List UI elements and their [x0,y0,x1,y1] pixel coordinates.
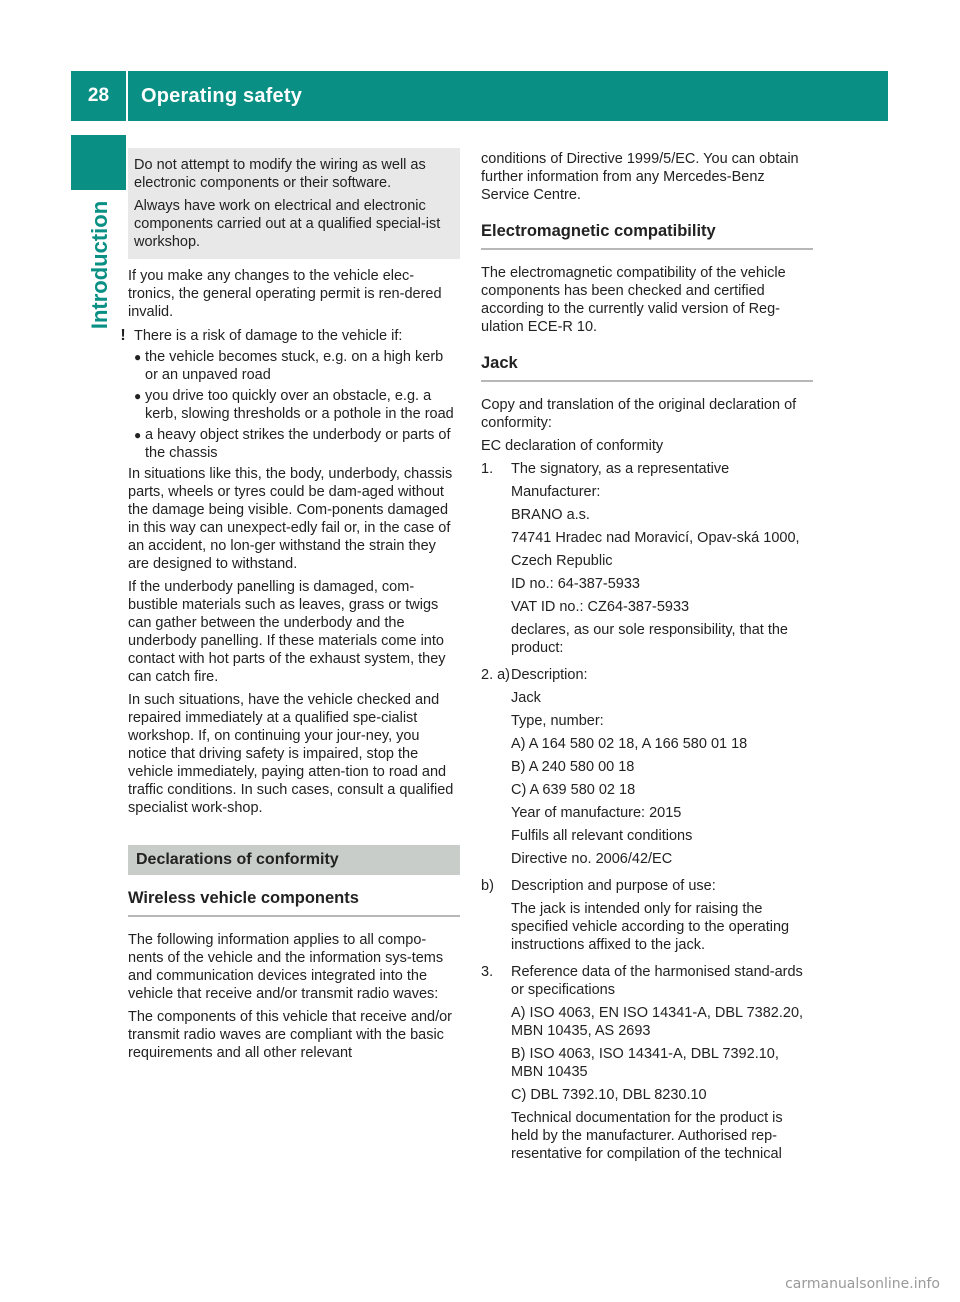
bullet-list [128,348,460,462]
numbered-item [481,877,813,959]
item-line: Reference data of the harmonised stand-ards or specifications [511,964,803,998]
item-body [511,460,813,662]
numbered-item [481,963,813,1168]
item-line: A) ISO 4063, EN ISO 14341-A, DBL 7382.20, MBN 10435, AS 2693 [511,1005,804,1039]
subsection-heading: Wireless vehicle components [128,889,460,917]
section-heading: Declarations of conformity [128,845,460,875]
item-line: The signatory, as a representative [511,461,730,477]
item-label: b) [481,878,494,894]
item-line: BRANO a.s. [511,507,590,523]
list-item [128,348,460,384]
note-box [128,148,460,259]
warning-icon: ! [120,327,126,344]
paragraph: The electromagnetic compatibility of the vehicle components has been checked and certified according to the currently valid version of Reg-ulation ECE-R 10. [481,265,786,335]
list-item-text: the vehicle becomes stuck, e.g. on a high kerb or an unpaved road [145,349,444,383]
item-line: Type, number: [511,713,604,729]
note-paragraph: Do not attempt to modify the wiring as well as electronic components or their software. [134,157,426,191]
paragraph: In situations like this, the body, underbody, chassis parts, wheels or tyres could be dam-aged without the damage being visible. Com-ponents damaged in this way can unexpect-edly fail or, in the case of an accident, no lon-ger withstand the strain they are designed to withstand. [128,466,453,572]
item-line: Description: [511,667,588,683]
item-body [511,877,813,959]
warning-text: There is a risk of damage to the vehicle if: [134,328,403,344]
item-label: 1. [481,461,494,477]
item-line: Description and purpose of use: [511,878,716,894]
item-line: Year of manufacture: 2015 [511,805,682,821]
list-item-text: a heavy object strikes the underbody or parts of the chassis [145,427,451,461]
right-column [481,150,813,1172]
item-line: The jack is intended only for raising the specified vehicle according to the operating instructions affixed to the jack. [511,901,790,953]
header-divider [126,71,128,121]
side-tab-marker [71,135,126,190]
item-line: B) ISO 4063, ISO 14341-A, DBL 7392.10, MBN 10435 [511,1046,779,1080]
item-line: C) DBL 7392.10, DBL 8230.10 [511,1087,707,1103]
paragraph: Copy and translation of the original declaration of conformity: [481,397,797,431]
list-item [128,387,460,423]
item-body [511,963,813,1168]
item-line: Directive no. 2006/42/EC [511,851,673,867]
item-line: VAT ID no.: CZ64-387-5933 [511,599,690,615]
page-number: 28 [87,85,110,106]
item-line: B) A 240 580 00 18 [511,759,635,775]
item-label: 3. [481,964,494,980]
numbered-item [481,460,813,662]
left-column [120,150,460,1067]
item-line: A) A 164 580 02 18, A 166 580 01 18 [511,736,748,752]
paragraph: If you make any changes to the vehicle elec-tronics, the general operating permit is ren-dered invalid. [128,268,442,320]
paragraph: The following information applies to all compo-nents of the vehicle and the information sys-tems and communication devices integrated into the vehicle that receive and/or transmit radio waves: [128,932,444,1002]
warning-line [120,327,460,345]
item-line: Jack [511,690,541,706]
item-line: Technical documentation for the product is held by the manufacturer. Authorised rep-resentative for compilation of the technical [511,1110,783,1162]
item-label: 2. a) [481,667,511,683]
paragraph: If the underbody panelling is damaged, com-bustible materials such as leaves, grass or twigs can gather between the underbody and the underbody panelling. If these materials come into contact with hot parts of the exhaust system, they can catch fire. [128,579,446,685]
bullet-icon: ● [134,428,142,442]
side-chapter-label: Introduction [87,200,112,330]
subsection-heading: Electromagnetic compatibility [481,222,813,250]
item-line: C) A 639 580 02 18 [511,782,636,798]
note-paragraph: Always have work on electrical and electronic components carried out at a qualified special-ist workshop. [134,198,441,250]
watermark: carmanualsonline.info [785,1276,940,1292]
item-line: ID no.: 64-387-5933 [511,576,640,592]
item-line: 74741 Hradec nad Moravicí, Opav-ská 1000, [511,530,800,546]
item-line: Czech Republic [511,553,613,569]
list-item-text: you drive too quickly over an obstacle, e.g. a kerb, slowing thresholds or a pothole in the road [145,388,454,422]
paragraph: EC declaration of conformity [481,438,664,454]
numbered-item [481,666,813,873]
subsection-heading: Jack [481,354,813,382]
page-title: Operating safety [141,84,303,107]
bullet-icon: ● [134,350,142,364]
paragraph: conditions of Directive 1999/5/EC. You can obtain further information from any Mercedes-Benz Service Centre. [481,151,799,203]
item-body [511,666,813,873]
paragraph: In such situations, have the vehicle checked and repaired immediately at a qualified spe-cialist workshop. If, on continuing your jour-ney, you notice that driving safety is impaired, stop the vehicle immediately, paying atten-tion to road and traffic conditions. In such cases, consult a qualified specialist work-shop. [128,692,454,816]
item-line: declares, as our sole responsibility, that the product: [511,622,788,656]
list-item [128,426,460,462]
paragraph: The components of this vehicle that receive and/or transmit radio waves are compliant with the basic requirements and all other relevant [128,1009,453,1061]
bullet-icon: ● [134,389,142,403]
item-line: Manufacturer: [511,484,601,500]
item-line: Fulfils all relevant conditions [511,828,693,844]
